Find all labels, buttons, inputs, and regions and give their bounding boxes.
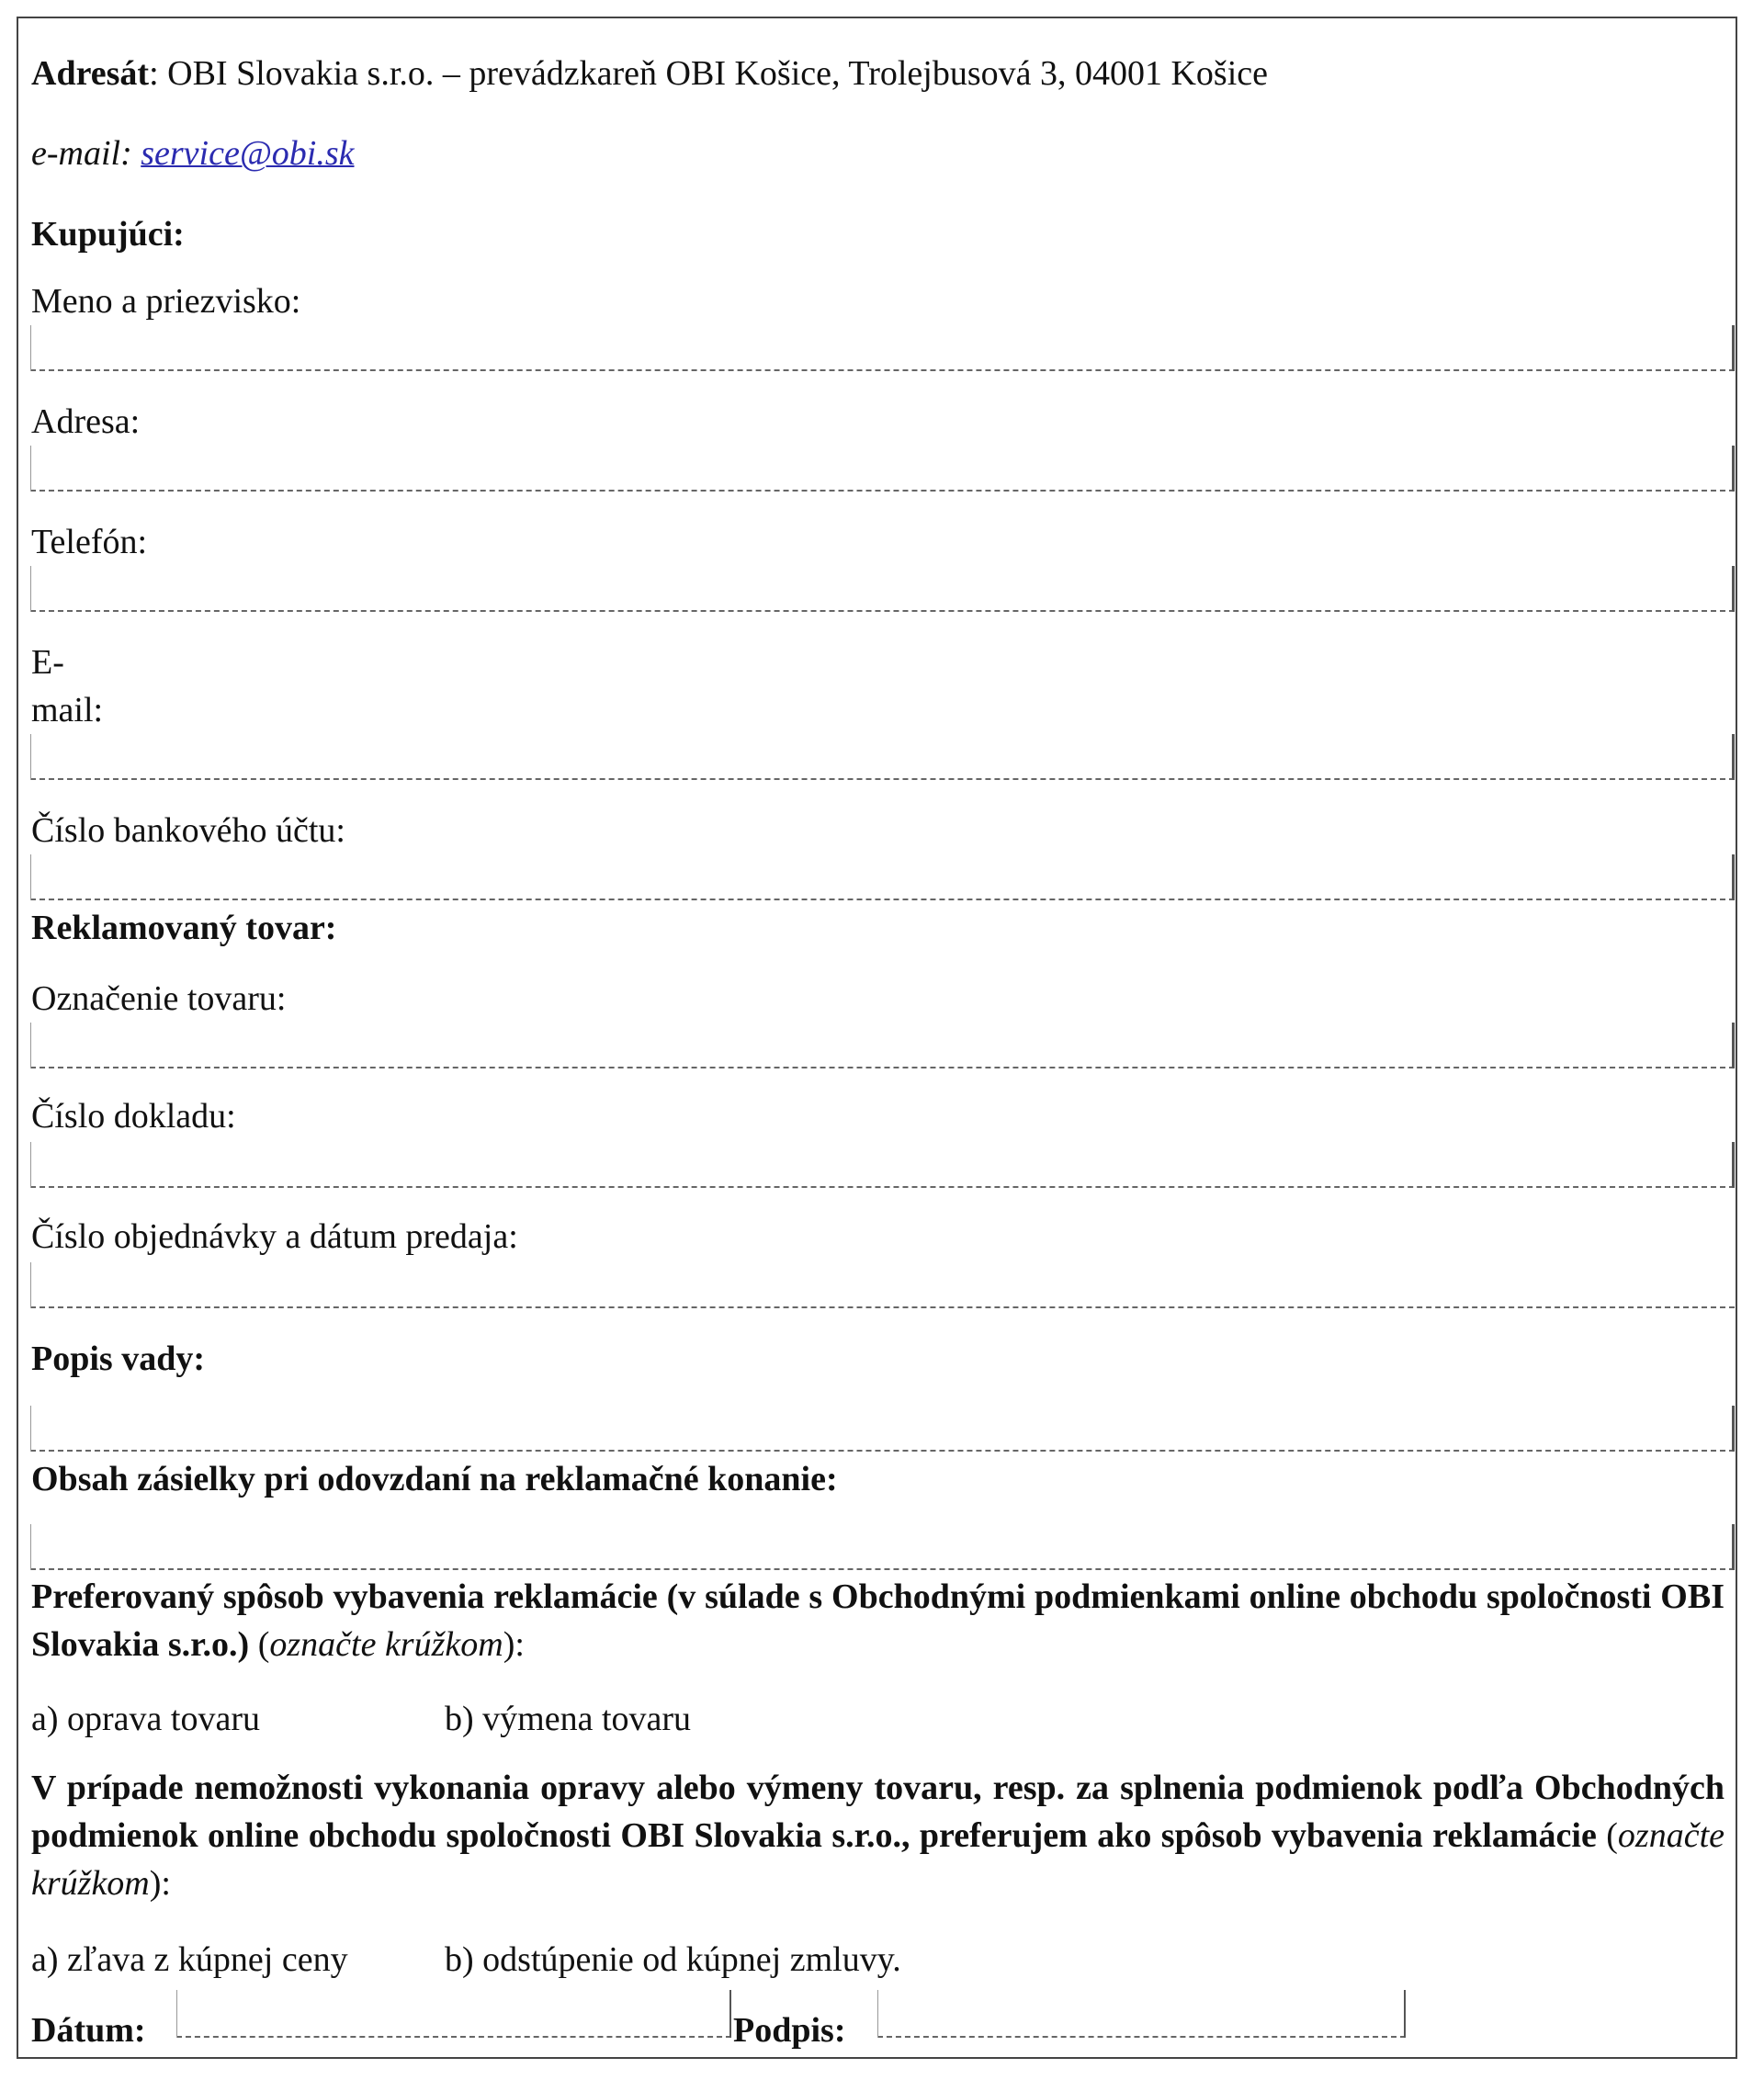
phone-field[interactable] [30,566,1735,612]
preferred-resolution-bold: Preferovaný spôsob vybavenia reklamácie (v súlade s Obchodnými podmienkami online obchodu spoločnosti OBI Slovakia s.r.o.) [31,1577,1724,1664]
order-number-label: Číslo objednávky a dátum predaja: [31,1217,518,1256]
defect-field[interactable] [30,1406,1735,1452]
defect-heading: Popis vady: [31,1340,205,1378]
date-field[interactable] [176,1990,731,2038]
goods-heading: Reklamovaný tovar: [31,909,337,947]
fallback-resolution-bold: V prípade nemožnosti vykonania opravy alebo výmeny tovaru, resp. za splnenia podmienok podľa Obchodných podmienok online obchodu spoločnosti OBI Slovakia s.r.o., preferujem ako spôsob vybavenia reklamácie [31,1769,1724,1855]
preferred-resolution-text [31,1573,1724,1668]
email-line [31,133,355,174]
addressee-line [31,53,1268,94]
address-field[interactable] [30,446,1735,492]
contents-field[interactable] [30,1524,1735,1570]
receipt-number-field[interactable] [30,1142,1735,1188]
contents-heading: Obsah zásielky pri odovzdaní na reklamačné konanie: [31,1460,838,1498]
option-discount[interactable]: a) zľava z kúpnej ceny [31,1940,348,1979]
signature-label: Podpis: [733,2011,846,2050]
name-field[interactable] [30,325,1735,371]
order-number-field[interactable] [30,1262,1735,1308]
preferred-instruction: označte krúžkom [269,1625,503,1664]
receipt-number-label: Číslo dokladu: [31,1097,236,1136]
email-label: e-mail: [31,134,141,173]
paren-close: ): [149,1864,171,1903]
buyer-email-field[interactable] [30,734,1735,780]
addressee-value: : OBI Slovakia s.r.o. – prevádzkareň OBI Košice, Trolejbusová 3, 04001 Košice [149,54,1269,93]
option-repair[interactable]: a) oprava tovaru [31,1700,260,1738]
signature-field[interactable] [877,1990,1406,2038]
fallback-instruction: označte krúžkom [31,1816,1724,1903]
paren-close: ): [503,1625,525,1664]
goods-name-label: Označenie tovaru: [31,979,287,1018]
paren-open: ( [249,1625,270,1664]
goods-name-field[interactable] [30,1023,1735,1068]
option-withdrawal[interactable]: b) odstúpenie od kúpnej zmluvy. [445,1940,901,1979]
paren-open: ( [1596,1816,1618,1855]
date-label: Dátum: [31,2011,146,2050]
buyer-heading: Kupujúci: [31,215,185,254]
bank-account-field[interactable] [30,854,1735,900]
option-exchange[interactable]: b) výmena tovaru [445,1700,692,1738]
fallback-resolution-text [31,1764,1724,1907]
name-label: Meno a priezvisko: [31,282,301,321]
addressee-label: Adresát [31,54,150,93]
email-label-line2: mail: [31,691,104,729]
email-link[interactable]: service@obi.sk [141,134,355,173]
bank-account-label: Číslo bankového účtu: [31,811,345,850]
email-label-line1: E- [31,643,64,682]
phone-label: Telefón: [31,523,148,561]
address-label: Adresa: [31,402,141,441]
